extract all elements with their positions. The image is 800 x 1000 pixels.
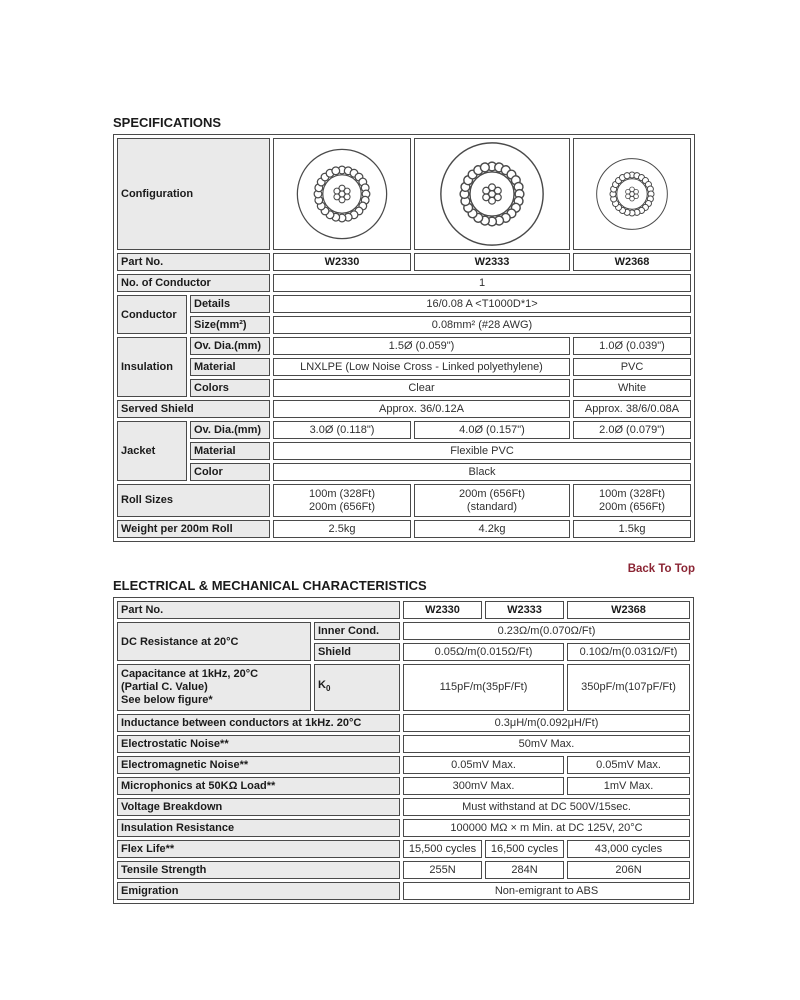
- conductor-details-value: 16/0.08 A <T1000D*1>: [273, 295, 691, 313]
- roll-sizes-w2330: [273, 484, 411, 517]
- configuration-cell-w2368: [573, 138, 691, 250]
- roll-sizes-w2330-line2: 200m (656Ft): [308, 500, 376, 513]
- row-configuration: [117, 138, 691, 250]
- capacitance-k0-label: [314, 664, 400, 711]
- flex-life-w2333: 16,500 cycles: [485, 840, 564, 858]
- roll-sizes-w2368: [573, 484, 691, 517]
- inductance-value: 0.3μH/m(0.092μH/Ft): [403, 714, 690, 732]
- capacitance-label: [117, 664, 311, 711]
- weight-w2368: 1.5kg: [573, 520, 691, 538]
- roll-sizes-w2368-line1: 100m (328Ft): [598, 487, 666, 500]
- insulation-group-label: Insulation: [117, 337, 187, 397]
- row-inductance: [117, 714, 690, 732]
- row-no-of-conductor: [117, 274, 691, 292]
- row-part-no: [117, 253, 691, 271]
- dc-resistance-inner-value: 0.23Ω/m(0.070Ω/Ft): [403, 622, 690, 640]
- roll-sizes-w2333-line1: 200m (656Ft): [458, 487, 526, 500]
- row-conductor-details: [117, 295, 691, 313]
- k-subscript: 0: [325, 684, 331, 694]
- row-elec-part-no: [117, 601, 690, 619]
- voltage-breakdown-value: Must withstand at DC 500V/15sec.: [403, 798, 690, 816]
- row-microphonics: [117, 777, 690, 795]
- elec-part-no-label: Part No.: [117, 601, 400, 619]
- elec-part-no-w2330: W2330: [403, 601, 482, 619]
- flex-life-label: Flex Life**: [117, 840, 400, 858]
- flex-life-w2330: 15,500 cycles: [403, 840, 482, 858]
- row-tensile-strength: [117, 861, 690, 879]
- row-jacket-color: [117, 463, 691, 481]
- tensile-strength-w2330: 255N: [403, 861, 482, 879]
- dc-resistance-inner-label: Inner Cond.: [314, 622, 400, 640]
- insulation-ovdia-label: Ov. Dia.(mm): [190, 337, 270, 355]
- back-to-top-row: [113, 559, 695, 577]
- insulation-colors-w2330-w2333: Clear: [273, 379, 570, 397]
- row-capacitance: [117, 664, 690, 711]
- emigration-value: Non-emigrant to ABS: [403, 882, 690, 900]
- weight-w2333: 4.2kg: [414, 520, 570, 538]
- capacitance-label-line3: See below figure*: [121, 694, 213, 706]
- roll-sizes-w2368-line2: 200m (656Ft): [598, 500, 666, 513]
- insulation-colors-label: Colors: [190, 379, 270, 397]
- insulation-material-w2368: PVC: [573, 358, 691, 376]
- row-insulation-colors: [117, 379, 691, 397]
- row-electromagnetic-noise: [117, 756, 690, 774]
- tensile-strength-w2368: 206N: [567, 861, 690, 879]
- jacket-ovdia-w2330: 3.0Ø (0.118"): [273, 421, 411, 439]
- dc-resistance-shield-w2330-w2333: 0.05Ω/m(0.015Ω/Ft): [403, 643, 564, 661]
- insulation-ovdia-w2368: 1.0Ø (0.039"): [573, 337, 691, 355]
- elec-part-no-w2333: W2333: [485, 601, 564, 619]
- jacket-color-value: Black: [273, 463, 691, 481]
- conductor-group-label: Conductor: [117, 295, 187, 334]
- electromagnetic-noise-w2330-w2333: 0.05mV Max.: [403, 756, 564, 774]
- insulation-material-w2330-w2333: LNXLPE (Low Noise Cross - Linked polyethylene): [273, 358, 570, 376]
- roll-sizes-w2333-line2: (standard): [466, 500, 518, 513]
- roll-sizes-label: Roll Sizes: [117, 484, 270, 517]
- row-served-shield: [117, 400, 691, 418]
- conductor-size-label: Size(mm²): [190, 316, 270, 334]
- row-jacket-ovdia: [117, 421, 691, 439]
- capacitance-label-line1: Capacitance at 1kHz, 20°C: [121, 668, 259, 680]
- configuration-label: Configuration: [117, 138, 270, 250]
- jacket-material-label: Material: [190, 442, 270, 460]
- part-no-w2368: W2368: [573, 253, 691, 271]
- served-shield-w2330-w2333: Approx. 36/0.12A: [273, 400, 570, 418]
- row-flex-life: [117, 840, 690, 858]
- emigration-label: Emigration: [117, 882, 400, 900]
- no-of-conductor-value: 1: [273, 274, 691, 292]
- conductor-size-value: 0.08mm² (#28 AWG): [273, 316, 691, 334]
- elec-part-no-w2368: W2368: [567, 601, 690, 619]
- flex-life-w2368: 43,000 cycles: [567, 840, 690, 858]
- roll-sizes-w2333: [414, 484, 570, 517]
- conductor-details-label: Details: [190, 295, 270, 313]
- back-to-top-link[interactable]: Back To Top: [627, 563, 695, 575]
- part-no-w2330: W2330: [273, 253, 411, 271]
- capacitance-w2368: 350pF/m(107pF/Ft): [567, 664, 690, 711]
- specifications-title: SPECIFICATIONS: [113, 115, 222, 130]
- row-electrostatic-noise: [117, 735, 690, 753]
- jacket-group-label: Jacket: [117, 421, 187, 481]
- no-of-conductor-label: No. of Conductor: [117, 274, 270, 292]
- row-emigration: [117, 882, 690, 900]
- configuration-cell-w2330: [273, 138, 411, 250]
- tensile-strength-w2333: 284N: [485, 861, 564, 879]
- specifications-table: [113, 134, 695, 542]
- microphonics-label: Microphonics at 50KΩ Load**: [117, 777, 400, 795]
- row-dc-resistance-inner: [117, 622, 690, 640]
- dc-resistance-label: DC Resistance at 20°C: [117, 622, 311, 661]
- insulation-resistance-label: Insulation Resistance: [117, 819, 400, 837]
- jacket-material-value: Flexible PVC: [273, 442, 691, 460]
- insulation-colors-w2368: White: [573, 379, 691, 397]
- jacket-ovdia-w2333: 4.0Ø (0.157"): [414, 421, 570, 439]
- jacket-ovdia-label: Ov. Dia.(mm): [190, 421, 270, 439]
- cable-cross-section-diagram-w2333: [437, 139, 547, 249]
- electrostatic-noise-value: 50mV Max.: [403, 735, 690, 753]
- insulation-resistance-value: 100000 MΩ × m Min. at DC 125V, 20°C: [403, 819, 690, 837]
- voltage-breakdown-label: Voltage Breakdown: [117, 798, 400, 816]
- roll-sizes-w2330-line1: 100m (328Ft): [308, 487, 376, 500]
- row-voltage-breakdown: [117, 798, 690, 816]
- served-shield-label: Served Shield: [117, 400, 270, 418]
- row-conductor-size: [117, 316, 691, 334]
- weight-label: Weight per 200m Roll: [117, 520, 270, 538]
- configuration-cell-w2333: [414, 138, 570, 250]
- insulation-material-label: Material: [190, 358, 270, 376]
- row-weight: [117, 520, 691, 538]
- jacket-color-label: Color: [190, 463, 270, 481]
- row-insulation-ovdia: [117, 337, 691, 355]
- electrostatic-noise-label: Electrostatic Noise**: [117, 735, 400, 753]
- insulation-ovdia-w2330-w2333: 1.5Ø (0.059"): [273, 337, 570, 355]
- jacket-ovdia-w2368: 2.0Ø (0.079"): [573, 421, 691, 439]
- row-insulation-material: [117, 358, 691, 376]
- k-base: K: [318, 679, 326, 692]
- electrical-title: ELECTRICAL & MECHANICAL CHARACTERISTICS: [113, 578, 427, 593]
- microphonics-w2368: 1mV Max.: [567, 777, 690, 795]
- cable-cross-section-diagram-w2368: [594, 156, 670, 232]
- capacitance-label-line2: (Partial C. Value): [121, 681, 208, 693]
- row-insulation-resistance: [117, 819, 690, 837]
- dc-resistance-shield-label: Shield: [314, 643, 400, 661]
- microphonics-w2330-w2333: 300mV Max.: [403, 777, 564, 795]
- row-roll-sizes: [117, 484, 691, 517]
- row-jacket-material: [117, 442, 691, 460]
- electromagnetic-noise-w2368: 0.05mV Max.: [567, 756, 690, 774]
- cable-cross-section-diagram-w2330: [294, 146, 390, 242]
- electrical-table: [113, 597, 694, 904]
- weight-w2330: 2.5kg: [273, 520, 411, 538]
- tensile-strength-label: Tensile Strength: [117, 861, 400, 879]
- part-no-w2333: W2333: [414, 253, 570, 271]
- inductance-label: Inductance between conductors at 1kHz. 20°C: [117, 714, 400, 732]
- electromagnetic-noise-label: Electromagnetic Noise**: [117, 756, 400, 774]
- dc-resistance-shield-w2368: 0.10Ω/m(0.031Ω/Ft): [567, 643, 690, 661]
- part-no-label: Part No.: [117, 253, 270, 271]
- served-shield-w2368: Approx. 38/6/0.08A: [573, 400, 691, 418]
- capacitance-w2330-w2333: 115pF/m(35pF/Ft): [403, 664, 564, 711]
